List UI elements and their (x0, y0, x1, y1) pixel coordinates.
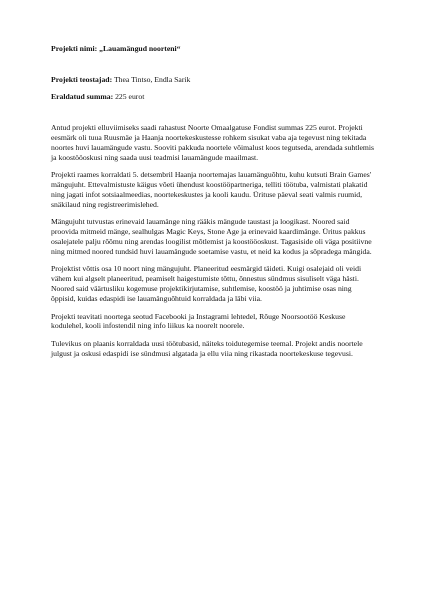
project-title-value: „Lauamängud noorteni“ (99, 44, 181, 53)
paragraph-event: Projekti raames korraldati 5. detsembril Haanja noortemajas lauamänguõhtu, kuhu kutsuti Brain Games' mängujuht. Ettevalmistuste käigus võeti ühendust koostööpartneriga, telliti töötuba, valmistati plakatid ning jagati infot sotsiaalmeedias, noortekeskustes ja kooli kaudu. Ürituse päeval seati valmis ruumid, snäkilaud ning registreerimislehed. (51, 170, 372, 209)
project-authors-line (51, 75, 375, 85)
granted-sum-value: 225 eurot (115, 92, 145, 101)
project-authors-label: Projekti teostajad: (51, 75, 113, 84)
paragraph-publicity: Projekti teavitati noortega seotud Facebooki ja Instagrami lehtedel, Rõuge Noorsootöö Keskuse kodulehel, kooli infostendil ning info liikus ka noorelt noorele. (51, 311, 346, 331)
paragraph-funding: Antud projekti elluviimiseks saadi rahastust Noorte Omaalgatuse Fondist summas 225 eurot. Projekti eesmärk oli tuua Ruusmäe ja Haanja noortekeskustesse rohkem sisukat vaba aja tegevust ning tekitada noortes huvi lauamängude vastu. Sooviti pakkuda noortele võimalust koos tegutseda, arendada suhtlemis ja koostööoskusi ning saada uusi teadmisi lauamängude maailmast. (51, 123, 375, 162)
paragraph-games: Mängujuht tutvustas erinevaid lauamänge ning rääkis mängude taustast ja loogikast. Noored said proovida mitmeid mänge, sealhulgas Magic Keys, Stone Age ja erinevaid kaardimänge. Üritus pakkus osalejatele palju rõõmu ning arendas loogilist mõtlemist ja koostööoskust. Tagasiside oli väga positiivne ning mitmed noored tundsid huvi lauamängude soetamise vastu, et neid ka kodus ja sõpradega mängida. (51, 217, 372, 256)
project-title-label: Projekti nimi: (51, 44, 98, 53)
granted-sum-line (51, 92, 375, 102)
project-authors-value: Thea Tintso, Endla Sarik (113, 75, 191, 84)
paragraph-future: Tulevikus on plaanis korraldada uusi töötubasid, näiteks toidutegemise teemal. Projekt andis noortele julgust ja oskusi edaspidi ise sündmusi algatada ja ellu viia ning rikastada noortekeskuse tegevusi. (51, 338, 363, 358)
granted-sum-label: Eraldatud summa: (51, 92, 114, 101)
paragraph-participation: Projektist võttis osa 10 noort ning mängujuht. Planeeritud eesmärgid täideti. Kuigi osalejaid oli veidi vähem kui algselt planeeritud, peamiselt haigestumiste tõttu, õnnestus sündmus sisuliselt väga hästi. Noored said väärtusliku kogemuse projektikirjutamise, suhtlemise, koostöö ja juhtimise osas ning õppisid, kuidas edaspidi ise lauamänguõhtuid korraldada ja läbi viia. (51, 264, 362, 304)
document-content (51, 44, 375, 366)
project-title-line (51, 44, 375, 54)
